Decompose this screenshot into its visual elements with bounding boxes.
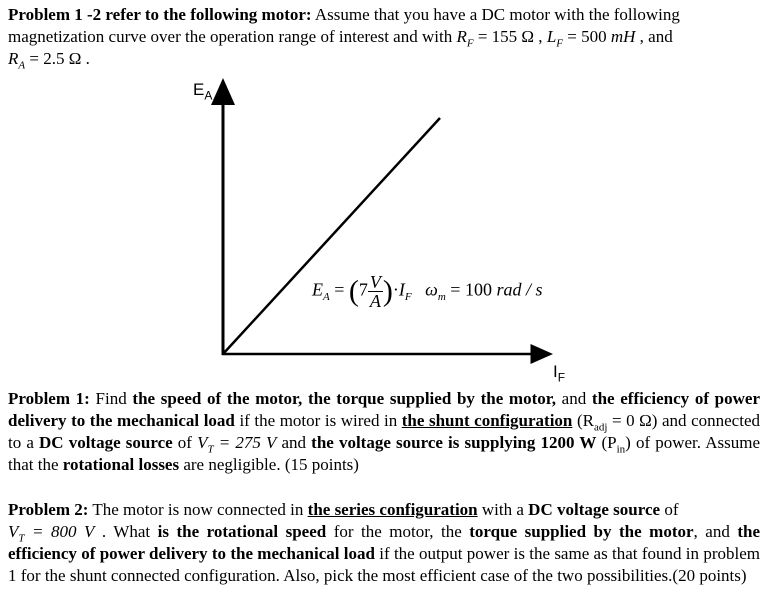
vt-value: = 275 V <box>213 433 277 452</box>
x-axis-label-text: I <box>553 362 558 381</box>
p2-bold: the efficiency of power delivery to the mechanical load <box>8 522 760 563</box>
lf-unit: mH <box>610 27 636 46</box>
p1-text: are negligible. (15 points) <box>179 455 359 474</box>
ra-sub: A <box>18 59 26 72</box>
magnetization-formula: $E_A = (7$ $\frac{V}{A}$ )$\cdot I_F$ $\omega_m = 100$ rad / s <box>312 272 543 311</box>
problem-2 <box>8 499 760 587</box>
close-paren: ) <box>382 274 393 308</box>
p2-text: with a <box>477 500 529 519</box>
p1-text: if the motor is wired in <box>234 411 402 430</box>
p2-text: for the motor, the <box>326 522 470 541</box>
omega-sub: m <box>437 291 446 304</box>
p1-text: and <box>555 389 592 408</box>
y-axis-label-sub: A <box>204 88 213 103</box>
frac-num: V <box>369 272 381 292</box>
x-axis-label-sub: F <box>557 370 566 385</box>
vt-symbol: V <box>8 522 19 541</box>
lf-symbol: L <box>546 27 557 46</box>
omega-symbol: ω <box>425 279 438 300</box>
p1-text: Find <box>89 389 133 408</box>
y-axis-label <box>193 80 213 103</box>
rf-value: = 155 Ω , <box>473 27 547 46</box>
problem-2-label: Problem 2: <box>8 500 89 519</box>
p1-text: and <box>276 433 312 452</box>
rf-sub: F <box>466 37 474 50</box>
p1-bold: the voltage source is supplying 1200 W <box>311 433 597 452</box>
p2-underlined: the series configuration <box>307 500 478 519</box>
intro-text-1: Assume that you have a DC motor with the following magnetization curve over the operation range of interest and with <box>8 5 680 46</box>
rf-symbol: R <box>456 27 467 46</box>
omega-unit: rad / s <box>496 279 543 300</box>
p1-text: (P <box>596 433 617 452</box>
p2-bold: DC voltage source <box>528 500 661 519</box>
ra-symbol: R <box>8 49 19 68</box>
y-axis-label-text: E <box>193 80 205 99</box>
vt-value: = 800 V <box>24 522 95 541</box>
vt-sub: T <box>207 443 214 456</box>
problem-1-label: Problem 1: <box>8 389 90 408</box>
p1-text: (R <box>572 411 594 430</box>
formula-fraction <box>368 273 383 310</box>
frac-den: A <box>369 291 381 311</box>
lf-sub: F <box>556 37 564 50</box>
p1-text: = 0 Ω) and connected to a <box>8 411 760 452</box>
intro-heading: Problem 1 -2 refer to the following motor: <box>8 5 312 24</box>
p1-underlined: the shunt configuration <box>401 411 573 430</box>
problem-1 <box>8 388 760 476</box>
formula-lhs: E <box>312 279 323 300</box>
p2-text: . What <box>94 522 158 541</box>
p2-text: of <box>660 500 679 519</box>
lf-value: = 500 <box>563 27 611 46</box>
p2-text: , and <box>693 522 738 541</box>
p1-bold: the speed of the motor, the torque supplied by the motor, <box>132 389 556 408</box>
p1-text: ) of power. Assume that the <box>8 433 760 474</box>
formula-lhs-sub: A <box>323 291 330 304</box>
formula-rhs-sub: F <box>404 291 412 304</box>
p2-text: The motor is now connected in <box>88 500 308 519</box>
open-paren: ( <box>348 274 359 308</box>
p1-bold: DC voltage source <box>39 433 173 452</box>
p2-bold: torque supplied by the motor <box>469 522 694 541</box>
p1-sub: adj <box>593 421 608 434</box>
vt-symbol: V <box>197 433 208 452</box>
intro-text-2: , and <box>635 27 673 46</box>
omega-value: = 100 <box>445 279 497 300</box>
series-line <box>223 118 440 354</box>
formula-rhs: I <box>398 279 405 300</box>
p1-bold: rotational losses <box>62 455 180 474</box>
p1-text: of <box>172 433 198 452</box>
vt-sub: T <box>18 532 25 545</box>
p2-bold: is the rotational speed <box>157 522 327 541</box>
p2-text: if the output power is the same as that found in problem 1 for the shunt connected configuration. Also, pick the most efficient case of the two possibilities.(20 points) <box>8 544 760 585</box>
x-axis-label <box>553 362 566 385</box>
p1-bold: the efficiency of power delivery to the mechanical load <box>8 389 760 430</box>
ra-value: = 2.5 Ω . <box>25 49 90 68</box>
p1-sub: in <box>616 443 626 456</box>
formula-coef: 7 <box>358 279 368 300</box>
